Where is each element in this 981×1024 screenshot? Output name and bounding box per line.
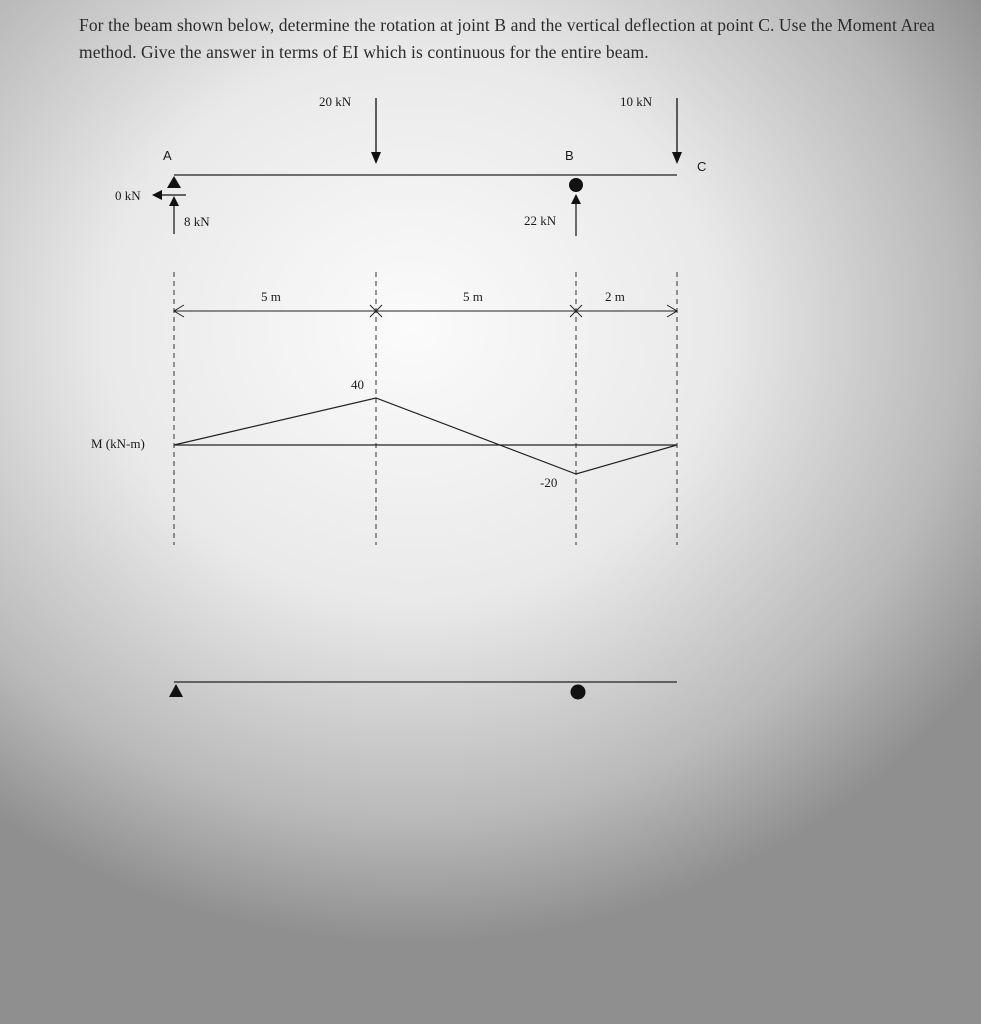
moment-max-label: 40	[351, 377, 364, 392]
span-label-1: 5 m	[261, 289, 281, 304]
guide-lines	[174, 272, 677, 545]
load-label-20kn: 20 kN	[319, 94, 352, 109]
blank-pin-support	[169, 684, 183, 697]
moment-curve	[174, 398, 677, 474]
load-arrow-10kn	[672, 98, 682, 164]
dimension-line	[174, 305, 677, 317]
moment-min-label: -20	[540, 475, 558, 490]
vertical-reaction-arrow-a	[169, 196, 179, 234]
horizontal-reaction-arrow-a	[152, 190, 186, 200]
reaction-label-a-vertical: 8 kN	[184, 214, 210, 229]
reaction-label-a-horizontal: 0 kN	[115, 188, 141, 203]
reaction-label-b-vertical: 22 kN	[524, 213, 557, 228]
moment-axis-label: M (kN-m)	[91, 436, 145, 451]
problem-statement: For the beam shown below, determine the rotation at joint B and the vertical deflection at point C. Use the Moment Area method. Give the answer in terms of EI which is continuous for the entire beam.	[79, 15, 935, 62]
blank-roller-support	[571, 685, 586, 700]
roller-support-b	[569, 178, 583, 192]
point-label-b: B	[565, 148, 574, 163]
load-arrow-20kn	[371, 98, 381, 164]
vertical-reaction-arrow-b	[571, 194, 581, 236]
pin-support-a	[167, 176, 181, 188]
point-label-a: A	[163, 148, 172, 163]
load-label-10kn: 10 kN	[620, 94, 653, 109]
span-label-3: 2 m	[605, 289, 625, 304]
span-label-2: 5 m	[463, 289, 483, 304]
point-label-c: C	[697, 159, 707, 174]
